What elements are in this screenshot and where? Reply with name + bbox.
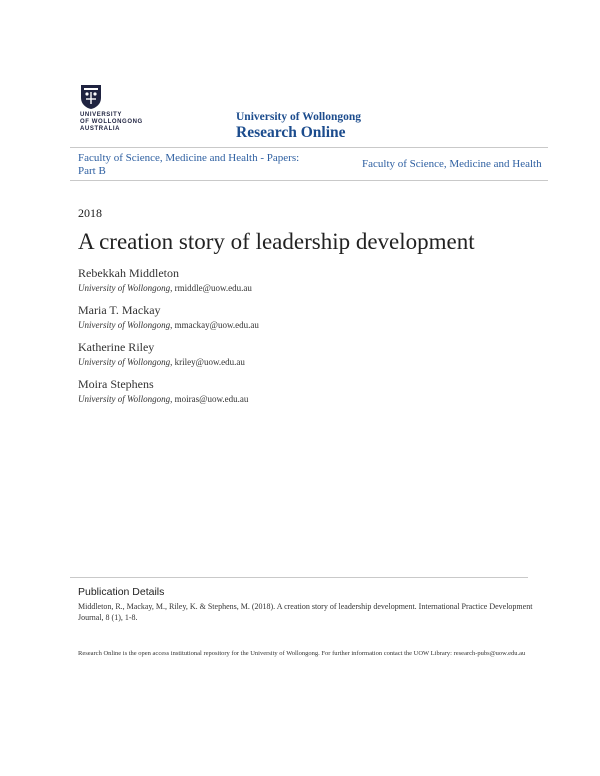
logo-line: OF WOLLONGONG bbox=[80, 119, 143, 125]
author-affiliation bbox=[78, 393, 518, 405]
logo-text bbox=[80, 112, 143, 133]
affiliation-name: University of Wollongong bbox=[78, 394, 171, 404]
breadcrumb bbox=[70, 147, 548, 181]
author-email: , mmackay@uow.edu.au bbox=[170, 320, 259, 330]
header bbox=[78, 84, 548, 142]
author-affiliation bbox=[78, 282, 518, 294]
author-email: , rmiddle@uow.edu.au bbox=[170, 283, 252, 293]
publication-details-heading: Publication Details bbox=[78, 586, 165, 598]
shield-icon bbox=[80, 84, 102, 110]
author-name: Moira Stephens bbox=[78, 377, 154, 391]
research-online-link[interactable] bbox=[236, 110, 361, 142]
author-block bbox=[78, 340, 518, 368]
author-affiliation bbox=[78, 356, 518, 368]
breadcrumb-faculty-papers-link[interactable]: Faculty of Science, Medicine and Health - Papers: Part B bbox=[78, 152, 300, 177]
university-name: University of Wollongong bbox=[236, 111, 362, 123]
university-logo[interactable] bbox=[78, 84, 158, 136]
research-online-title: Research Online bbox=[236, 124, 346, 141]
author-name: Maria T. Mackay bbox=[78, 303, 161, 317]
publication-year: 2018 bbox=[78, 206, 102, 220]
author-block bbox=[78, 377, 518, 405]
logo-line: AUSTRALIA bbox=[80, 126, 121, 132]
author-block bbox=[78, 266, 518, 294]
publication-details-text: Middleton, R., Mackay, M., Riley, K. & Stephens, M. (2018). A creation story of leadership development. International Practice Development Journal, 8 (1), 1-8. bbox=[78, 602, 533, 622]
breadcrumb-faculty-link[interactable]: Faculty of Science, Medicine and Health bbox=[362, 158, 542, 170]
author-email: , kriley@uow.edu.au bbox=[170, 357, 245, 367]
repository-footer: Research Online is the open access institutional repository for the University of Wollongong. For further information contact the UOW Library: research-pubs@uow.edu.au bbox=[78, 650, 526, 657]
affiliation-name: University of Wollongong bbox=[78, 283, 171, 293]
author-email: , moiras@uow.edu.au bbox=[170, 394, 249, 404]
divider bbox=[70, 577, 528, 578]
author-name: Rebekkah Middleton bbox=[78, 266, 179, 280]
author-name: Katherine Riley bbox=[78, 340, 155, 354]
logo-line: UNIVERSITY bbox=[80, 112, 123, 118]
author-block bbox=[78, 303, 518, 331]
paper-title: A creation story of leadership development bbox=[78, 229, 475, 254]
affiliation-name: University of Wollongong bbox=[78, 357, 171, 367]
affiliation-name: University of Wollongong bbox=[78, 320, 171, 330]
author-affiliation bbox=[78, 319, 518, 331]
